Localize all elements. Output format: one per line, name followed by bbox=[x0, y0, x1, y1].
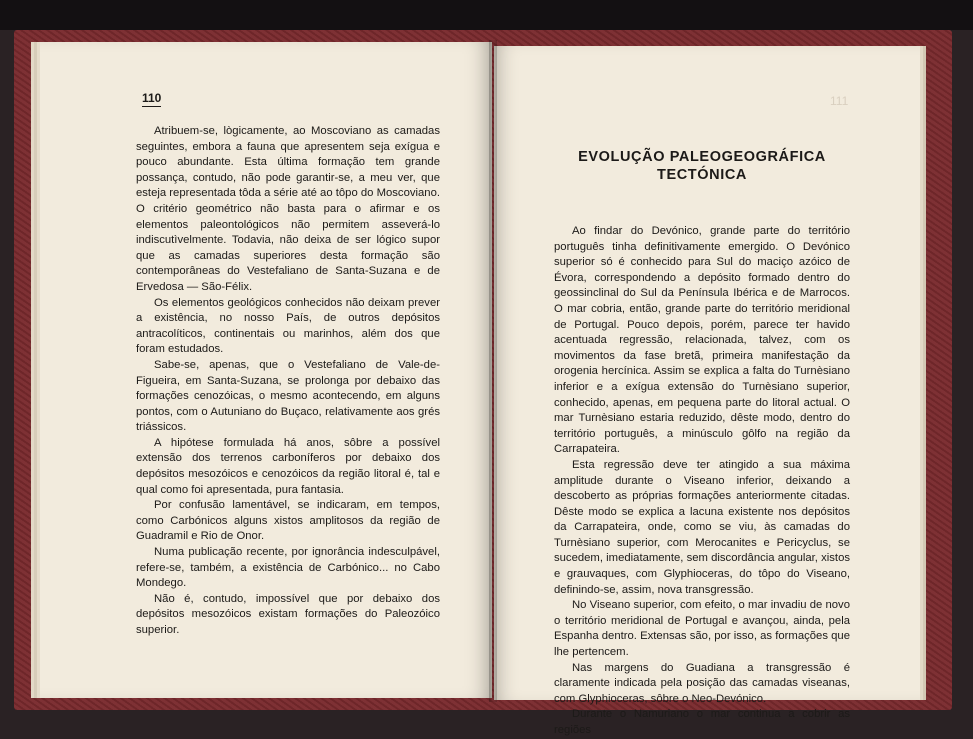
paragraph: No Viseano superior, com efeito, o mar invadiu de novo o território meridional de Portugal e avançou, ainda, pela Espanha dentro. Extensas são, por isso, as formações que lhe pertencem. bbox=[554, 599, 850, 659]
paragraph: Durante o Namuriano o mar continua a cobrir as regiões bbox=[554, 708, 850, 736]
paragraph: Sabe-se, apenas, que o Vestefaliano de Vale-de-Figueira, em Santa-Suzana, se prolonga por debaixo das formações cenozóicas, o mesmo acontecendo, em alguns pontos, com o Autuniano do Buçaco, relativamente aos grés triássicos. bbox=[136, 358, 440, 434]
left-page bbox=[40, 42, 492, 698]
book-spine bbox=[489, 40, 497, 702]
paragraph: Não é, contudo, impossível que por debaixo dos depósitos mesozóicos existam formações do Paleozóico superior. bbox=[136, 592, 440, 636]
section-heading bbox=[554, 148, 850, 184]
paragraph: Por confusão lamentável, se indicaram, em tempos, como Carbónicos alguns xistos amplitosos da região de Guadramil e Rio de Onor. bbox=[136, 499, 440, 543]
paragraph: Nas margens do Guadiana a transgressão é claramente indicada pela posição das camadas viseanas, com Glyphioceras, sôbre o Neo-Devónico. bbox=[554, 661, 850, 705]
background-top bbox=[0, 0, 973, 30]
paragraph: Atribuem-se, lògicamente, ao Moscoviano as camadas seguintes, embora a fauna que apresentem seja exígua e pouco abundante. Esta última formação tem grande possança, contudo, não pode garantir-se, a meu ver, que esteja representada tôda a série até ao tôpo do Moscoviano. O critério geométrico não basta para o afirmar e os elementos paleontológicos não permitem asseverá-lo indiscutìvelmente. Todavia, não deixa de ser lógico supor que as camadas superiores desta formação são contemporâneas do Vestefaliano de Santa-Suzana e de Ervedosa — São-Félix. bbox=[136, 125, 440, 293]
paragraph: Ao findar do Devónico, grande parte do território português tinha definitivamente emergido. O Devónico superior só é conhecido para Sul do maciço azóico de Évora, correspondendo a depósito formado dentro do geossinclinal do Sul da Península Ibérica e de Marrocos. O mar cobria, então, grande parte do território meridional de Portugal. Pouco depois, porém, parece ter havido acentuada regressão, relacionada, talvez, com os movimentos da fase bretã, primeira manifestação da orogenia hercínica. Assim se explica a falta do Turnèsiano inferior e a exígua extensão do Turnèsiano superior, conhecido, apenas, em pequena parte do litoral actual. O mar Turnèsiano estaria reduzido, dêste modo, dentro do território português, a minúsculo gôlfo na região da Carrapateira. bbox=[554, 225, 850, 456]
paragraph: Esta regressão deve ter atingido a sua máxima amplitude durante o Viseano inferior, deixando a descoberto as próprias formações anteriormente citadas. Dêste modo se explica a lacuna existente nos depósitos da Carrapateira, onde, como se viu, às camadas do Turnèsiano superior, com Merocanites e Pericyclus, se sucedem, imediatamente, sem discordância angular, xistos e grauvaques, com Glyphioceras, do tôpo do Viseano, definindo-se, assim, nova transgressão. bbox=[554, 458, 850, 596]
right-page-body bbox=[554, 224, 850, 739]
paragraph: Numa publicação recente, por ignorância indesculpável, refere-se, também, a existência de Carbónico... no Cabo Mondego. bbox=[136, 546, 440, 590]
page-number: 110 bbox=[142, 91, 162, 105]
right-page bbox=[494, 46, 920, 736]
paragraph: Os elementos geológicos conhecidos não deixam prever a existência, no nosso País, de outros depósitos antracolíticos, continentais ou marinhos, além dos que foram estudados. bbox=[136, 296, 440, 356]
left-page-body bbox=[136, 124, 440, 639]
heading-line-2: TECTÓNICA bbox=[657, 167, 747, 183]
paragraph: A hipótese formulada há anos, sôbre a possível extensão dos terrenos carboníferos por debaixo dos depósitos mesozóicos e cenozóicos da região litoral é, tal e qual como foi apresentada, pura fantasia. bbox=[136, 436, 440, 496]
page-number-bleed: 111 bbox=[830, 94, 849, 108]
heading-line-1: EVOLUÇÃO PALEOGEOGRÁFICA bbox=[578, 149, 826, 165]
